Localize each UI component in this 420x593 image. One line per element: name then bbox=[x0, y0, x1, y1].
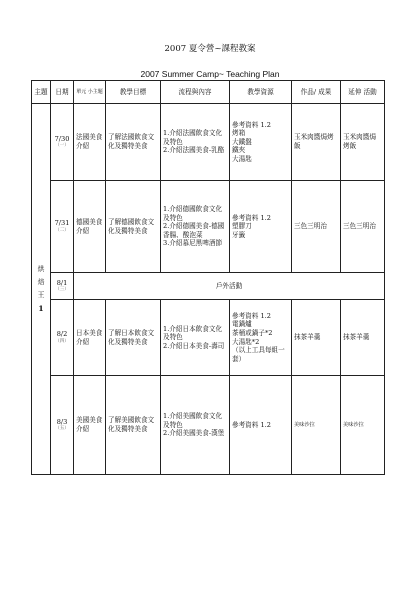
header-resources: 教學資源 bbox=[230, 81, 292, 104]
theme-char: 烘 bbox=[37, 265, 45, 273]
flow-cell-line: 2.介紹德國美食-德國香腸、酸泡菜 bbox=[163, 222, 225, 239]
weekday-label: （二） bbox=[55, 227, 69, 233]
resources-cell-line: 大湯匙*2 bbox=[232, 337, 260, 346]
date-value: 8/3 bbox=[56, 417, 68, 426]
header-row bbox=[32, 81, 385, 104]
weekday-label: （五） bbox=[55, 426, 69, 432]
unit-cell: 德國美食介紹 bbox=[74, 181, 106, 273]
title-english: 2007 Summer Camp~ Teaching Plan bbox=[140, 69, 280, 79]
flow-cell bbox=[161, 300, 230, 376]
goal-cell: 了解德國飲食文化及獨特美食 bbox=[106, 181, 161, 273]
header-unit: 單元 小主題 bbox=[74, 81, 106, 104]
resources-cell-line: 烤箱 bbox=[232, 129, 246, 138]
date-value: 7/30 bbox=[54, 134, 70, 143]
resources-cell-line: （以上工具每組一套） bbox=[232, 346, 285, 363]
date-cell bbox=[51, 273, 74, 300]
theme-char: 1 bbox=[38, 304, 44, 313]
extension-cell: 抹茶羊羹 bbox=[341, 300, 385, 376]
unit-cell: 日本美食介紹 bbox=[74, 300, 106, 376]
date-value: 8/1 bbox=[56, 278, 68, 287]
flow-cell bbox=[161, 376, 230, 475]
flow-cell-line: 3.介紹慕尼黑啤酒節 bbox=[163, 239, 223, 248]
resources-cell-line: 參考資料 1.2 bbox=[232, 311, 271, 320]
flow-cell-line: 2.介紹美國美食-漢堡 bbox=[163, 429, 225, 438]
table-row bbox=[32, 376, 385, 475]
header-flow: 流程與內容 bbox=[161, 81, 230, 104]
flow-cell bbox=[161, 181, 230, 273]
unit-cell: 法國美食介紹 bbox=[74, 104, 106, 181]
resources-cell bbox=[230, 300, 292, 376]
works-cell: 美味沙拉 bbox=[292, 376, 341, 475]
header-goal: 教學目標 bbox=[106, 81, 161, 104]
date-value: 7/31 bbox=[54, 219, 70, 228]
table-row bbox=[32, 273, 385, 300]
teaching-plan-table bbox=[31, 80, 385, 475]
unit-cell: 美國美食介紹 bbox=[74, 376, 106, 475]
extension-cell: 三色三明治 bbox=[341, 181, 385, 273]
header-theme: 主題 bbox=[32, 81, 51, 104]
resources-cell bbox=[230, 376, 292, 475]
resources-cell bbox=[230, 104, 292, 181]
flow-cell-line: 1.介紹日本飲食文化及特色 bbox=[163, 324, 223, 342]
weekday-label: （四） bbox=[55, 338, 69, 344]
goal-cell: 了解日本飲食文化及獨特美食 bbox=[106, 300, 161, 376]
resources-cell-line: 鐵夾 bbox=[232, 146, 246, 155]
flow-cell-line: 2.介紹日本美食-壽司 bbox=[163, 341, 225, 350]
works-cell: 抹茶羊羹 bbox=[292, 300, 341, 376]
date-cell bbox=[51, 376, 74, 475]
flow-cell-line: 1.介紹美國飲食文化及特色 bbox=[163, 412, 223, 429]
goal-cell: 了解法國飲食文化及獨特美食 bbox=[106, 104, 161, 181]
table-row bbox=[32, 300, 385, 376]
header-date: 日期 bbox=[51, 81, 74, 104]
table-row bbox=[32, 181, 385, 273]
extension-cell: 美味沙拉 bbox=[341, 376, 385, 475]
resources-cell-line: 大鐵盤 bbox=[232, 137, 252, 146]
resources-cell-line: 大湯匙 bbox=[232, 154, 252, 163]
title-chinese: 2007 夏令營~課程教案 bbox=[164, 44, 256, 54]
flow-cell-line: 1.介紹法國飲食文化及特色 bbox=[163, 129, 223, 146]
header-works: 作品/ 成果 bbox=[292, 81, 341, 104]
works-cell: 玉米肉醬焗烤飯 bbox=[292, 104, 341, 181]
theme-cell bbox=[32, 104, 51, 475]
date-value: 8/2 bbox=[56, 330, 68, 339]
weekday-label: （三） bbox=[55, 287, 69, 293]
theme-char: 焙 bbox=[37, 278, 45, 286]
flow-cell-line: 2.介紹法國美食-乳酪 bbox=[163, 146, 225, 155]
resources-cell-line: 電鍋爐 bbox=[232, 320, 252, 329]
merged-activity-cell: 戶外活動 bbox=[74, 273, 385, 300]
header-extension: 延伸 活動 bbox=[341, 81, 385, 104]
table-row bbox=[32, 104, 385, 181]
resources-cell-line: 牙籤 bbox=[232, 230, 246, 239]
works-cell: 三色三明治 bbox=[292, 181, 341, 273]
goal-cell: 了解美國飲食文化及獨特美食 bbox=[106, 376, 161, 475]
resources-cell-line: 塑膠刀 bbox=[232, 222, 252, 231]
resources-cell-line: 參考資料 1.2 bbox=[232, 420, 271, 429]
resources-cell-line: 參考資料 1.2 bbox=[232, 213, 271, 222]
extension-cell: 玉米肉醬焗烤飯 bbox=[341, 104, 385, 181]
date-cell bbox=[51, 181, 74, 273]
flow-cell-line: 1.介紹德國飲食文化及特色 bbox=[163, 205, 223, 222]
date-cell bbox=[51, 300, 74, 376]
resources-cell-line: 茶桶或鍋子*2 bbox=[232, 328, 273, 337]
date-cell bbox=[51, 104, 74, 181]
resources-cell bbox=[230, 181, 292, 273]
theme-char: 王 bbox=[37, 291, 45, 299]
resources-cell-line: 參考資料 1.2 bbox=[232, 120, 271, 129]
flow-cell bbox=[161, 104, 230, 181]
weekday-label: （一） bbox=[55, 143, 69, 149]
